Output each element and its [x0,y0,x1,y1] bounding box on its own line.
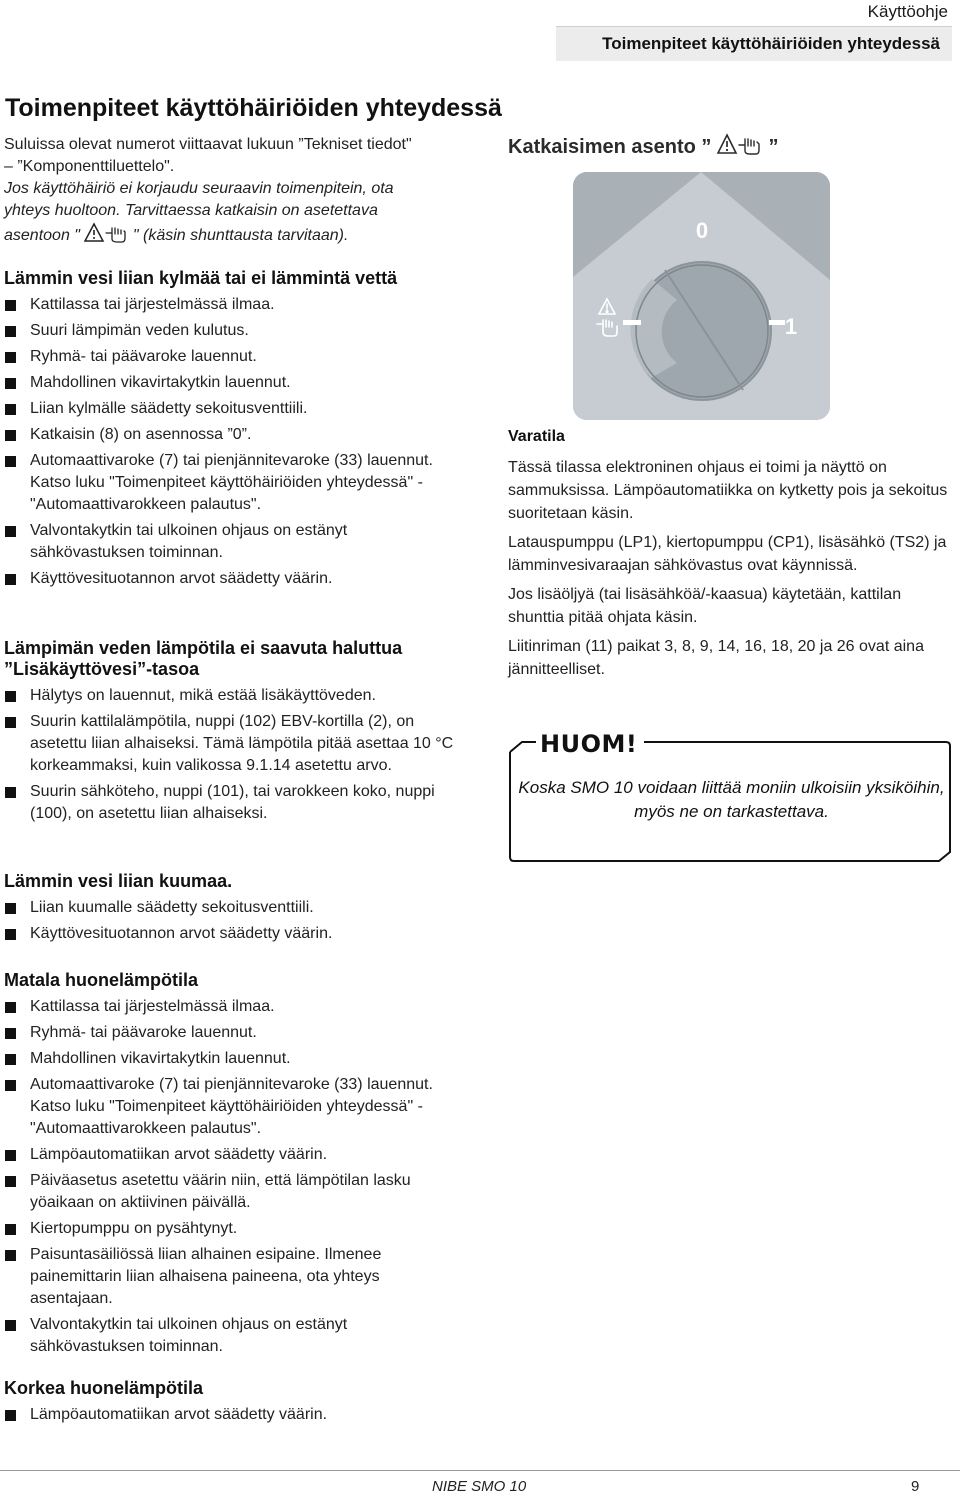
list-item: Automaattivaroke (7) tai pienjännitevaroke (33) lauennut. Katso luku "Toimenpiteet käyttöhäiriöiden yhteydessä" - "Automaattivarokkeen palautus". [4,450,454,516]
note-label: HUOM! [540,730,638,758]
list-item: Automaattivaroke (7) tai pienjännitevaroke (33) lauennut. Katso luku "Toimenpiteet käyttöhäiriöiden yhteydessä" - "Automaattivarokkeen palautus". [4,1074,454,1140]
section-4 [4,970,454,1362]
switch-dial-panel [573,172,830,420]
list-item: Kattilassa tai järjestelmässä ilmaa. [4,996,454,1018]
switch-dial-graphic [573,172,830,420]
intro-line-prefix: asentoon " [4,227,80,244]
intro [4,134,454,251]
list-item: Lämpöautomatiikan arvot säädetty väärin. [4,1144,454,1166]
list-item: Kiertopumppu on pysähtynyt. [4,1218,454,1240]
list-item: Suuri lämpimän veden kulutus. [4,320,454,342]
note-text: Koska SMO 10 voidaan liittää moniin ulkoisiin yksiköihin, myös ne on tarkastettava. [518,778,945,821]
header-band-title: Toimenpiteet käyttöhäiriöiden yhteydessä [602,34,940,53]
section-title: Lämmin vesi liian kuumaa. [4,871,233,891]
list-item: Hälytys on lauennut, mikä estää lisäkäyttöveden. [4,685,454,707]
intro-line: yhteys huoltoon. Tarvittaessa katkaisin on asetettava [4,202,378,219]
bullet-list [4,294,454,590]
bullet-list [4,897,454,945]
intro-line: Jos käyttöhäiriö ei korjaudu seuraavin toimenpitein, ota [4,180,394,197]
list-item: Lämpöautomatiikan arvot säädetty väärin. [4,1404,454,1426]
emergency-mode-section [508,428,948,687]
intro-line: – ”Komponenttiluettelo". [4,158,175,175]
emergency-mode-paragraph: Tässä tilassa elektroninen ohjaus ei toimi ja näyttö on sammuksissa. Lämpöautomatiikka on kytketty pois ja sekoitus suoritetaan käsin. [508,459,948,522]
section-3 [4,871,454,949]
list-item: Suurin sähköteho, nuppi (101), tai varokkeen koko, nuppi (100), on asetettu liian alhaiseksi. [4,781,454,825]
section-5 [4,1378,454,1430]
list-item: Valvontakytkin tai ulkoinen ohjaus on estänyt sähkövastuksen toiminnan. [4,520,454,564]
list-item: Ryhmä- tai päävaroke lauennut. [4,1022,454,1044]
header-section-label: Käyttöohje [867,2,948,21]
emergency-mode-paragraph: Liitinriman (11) paikat 3, 8, 9, 14, 16, 18, 20 ja 26 ovat aina jännitteelliset. [508,638,924,678]
switch-position-title [508,133,779,163]
intro-line [4,222,454,251]
footer-document-name: NIBE SMO 10 [432,1478,527,1495]
switch-pos-one: 1 [784,314,798,339]
list-item: Valvontakytkin tai ulkoinen ohjaus on estänyt sähkövastuksen toiminnan. [4,1314,454,1358]
footer-page-number: 9 [911,1478,920,1495]
emergency-mode-paragraph: Jos lisäöljyä (tai lisäsähköä/-kaasua) käytetään, kattilan shunttia pitää ohjata käsin. [508,586,902,626]
list-item: Käyttövesituotannon arvot säädetty väärin. [4,568,454,590]
list-item: Mahdollinen vikavirtakytkin lauennut. [4,372,454,394]
list-item: Ryhmä- tai päävaroke lauennut. [4,346,454,368]
section-title: Matala huonelämpötila [4,970,199,990]
bullet-list [4,685,454,825]
list-item: Käyttövesituotannon arvot säädetty väärin. [4,923,454,945]
emergency-mode-paragraph: Latauspumppu (LP1), kiertopumppu (CP1), lisäsähkö (TS2) ja lämminvesivaraajan sähkövastus ovat käynnissä. [508,534,947,574]
section-title: Lämpimän veden lämpötila ei saavuta haluttua ”Lisäkäyttövesi”-tasoa [4,638,403,679]
list-item: Päiväasetus asetettu väärin niin, että lämpötilan lasku yöaikaan on aktiivinen päivällä. [4,1170,454,1214]
bullet-list [4,996,454,1358]
footer-divider [0,1470,960,1471]
section-title: Korkea huonelämpötila [4,1378,204,1398]
list-item: Liian kuumalle säädetty sekoitusventtiili. [4,897,454,919]
header-band [556,26,952,61]
switch-title-suffix: ” [768,136,779,158]
list-item: Katkaisin (8) on asennossa ”0”. [4,424,454,446]
page-title: Toimenpiteet käyttöhäiriöiden yhteydessä [5,94,502,122]
section-1 [4,268,454,594]
warning-hand-icon [717,133,763,163]
switch-title-prefix: Katkaisimen asento ” [508,136,712,158]
list-item: Mahdollinen vikavirtakytkin lauennut. [4,1048,454,1070]
list-item: Suurin kattilalämpötila, nuppi (102) EBV-kortilla (2), on asetettu liian alhaiseksi. Tämä lämpötila pitää asettaa 10 °C korkeammaksi, kuin valikossa 9.1.14 asetettu arvo. [4,711,454,777]
list-item: Kattilassa tai järjestelmässä ilmaa. [4,294,454,316]
intro-line: Suluissa olevat numerot viittaavat lukuun ”Tekniset tiedot" [4,136,412,153]
list-item: Paisuntasäiliössä liian alhainen esipaine. Ilmenee painemittarin liian alhaisena paineena, ota yhteys asentajaan. [4,1244,454,1310]
list-item: Liian kylmälle säädetty sekoitusventtiili. [4,398,454,420]
emergency-mode-title: Varatila [508,428,565,445]
switch-pos-zero: 0 [695,218,709,243]
bullet-list [4,1404,454,1426]
intro-line-suffix: " (käsin shunttausta tarvitaan). [132,227,349,244]
section-title: Lämmin vesi liian kylmää tai ei lämmintä vettä [4,268,398,288]
section-2 [4,638,454,829]
left-column [4,134,454,1423]
warning-hand-icon [84,222,128,251]
